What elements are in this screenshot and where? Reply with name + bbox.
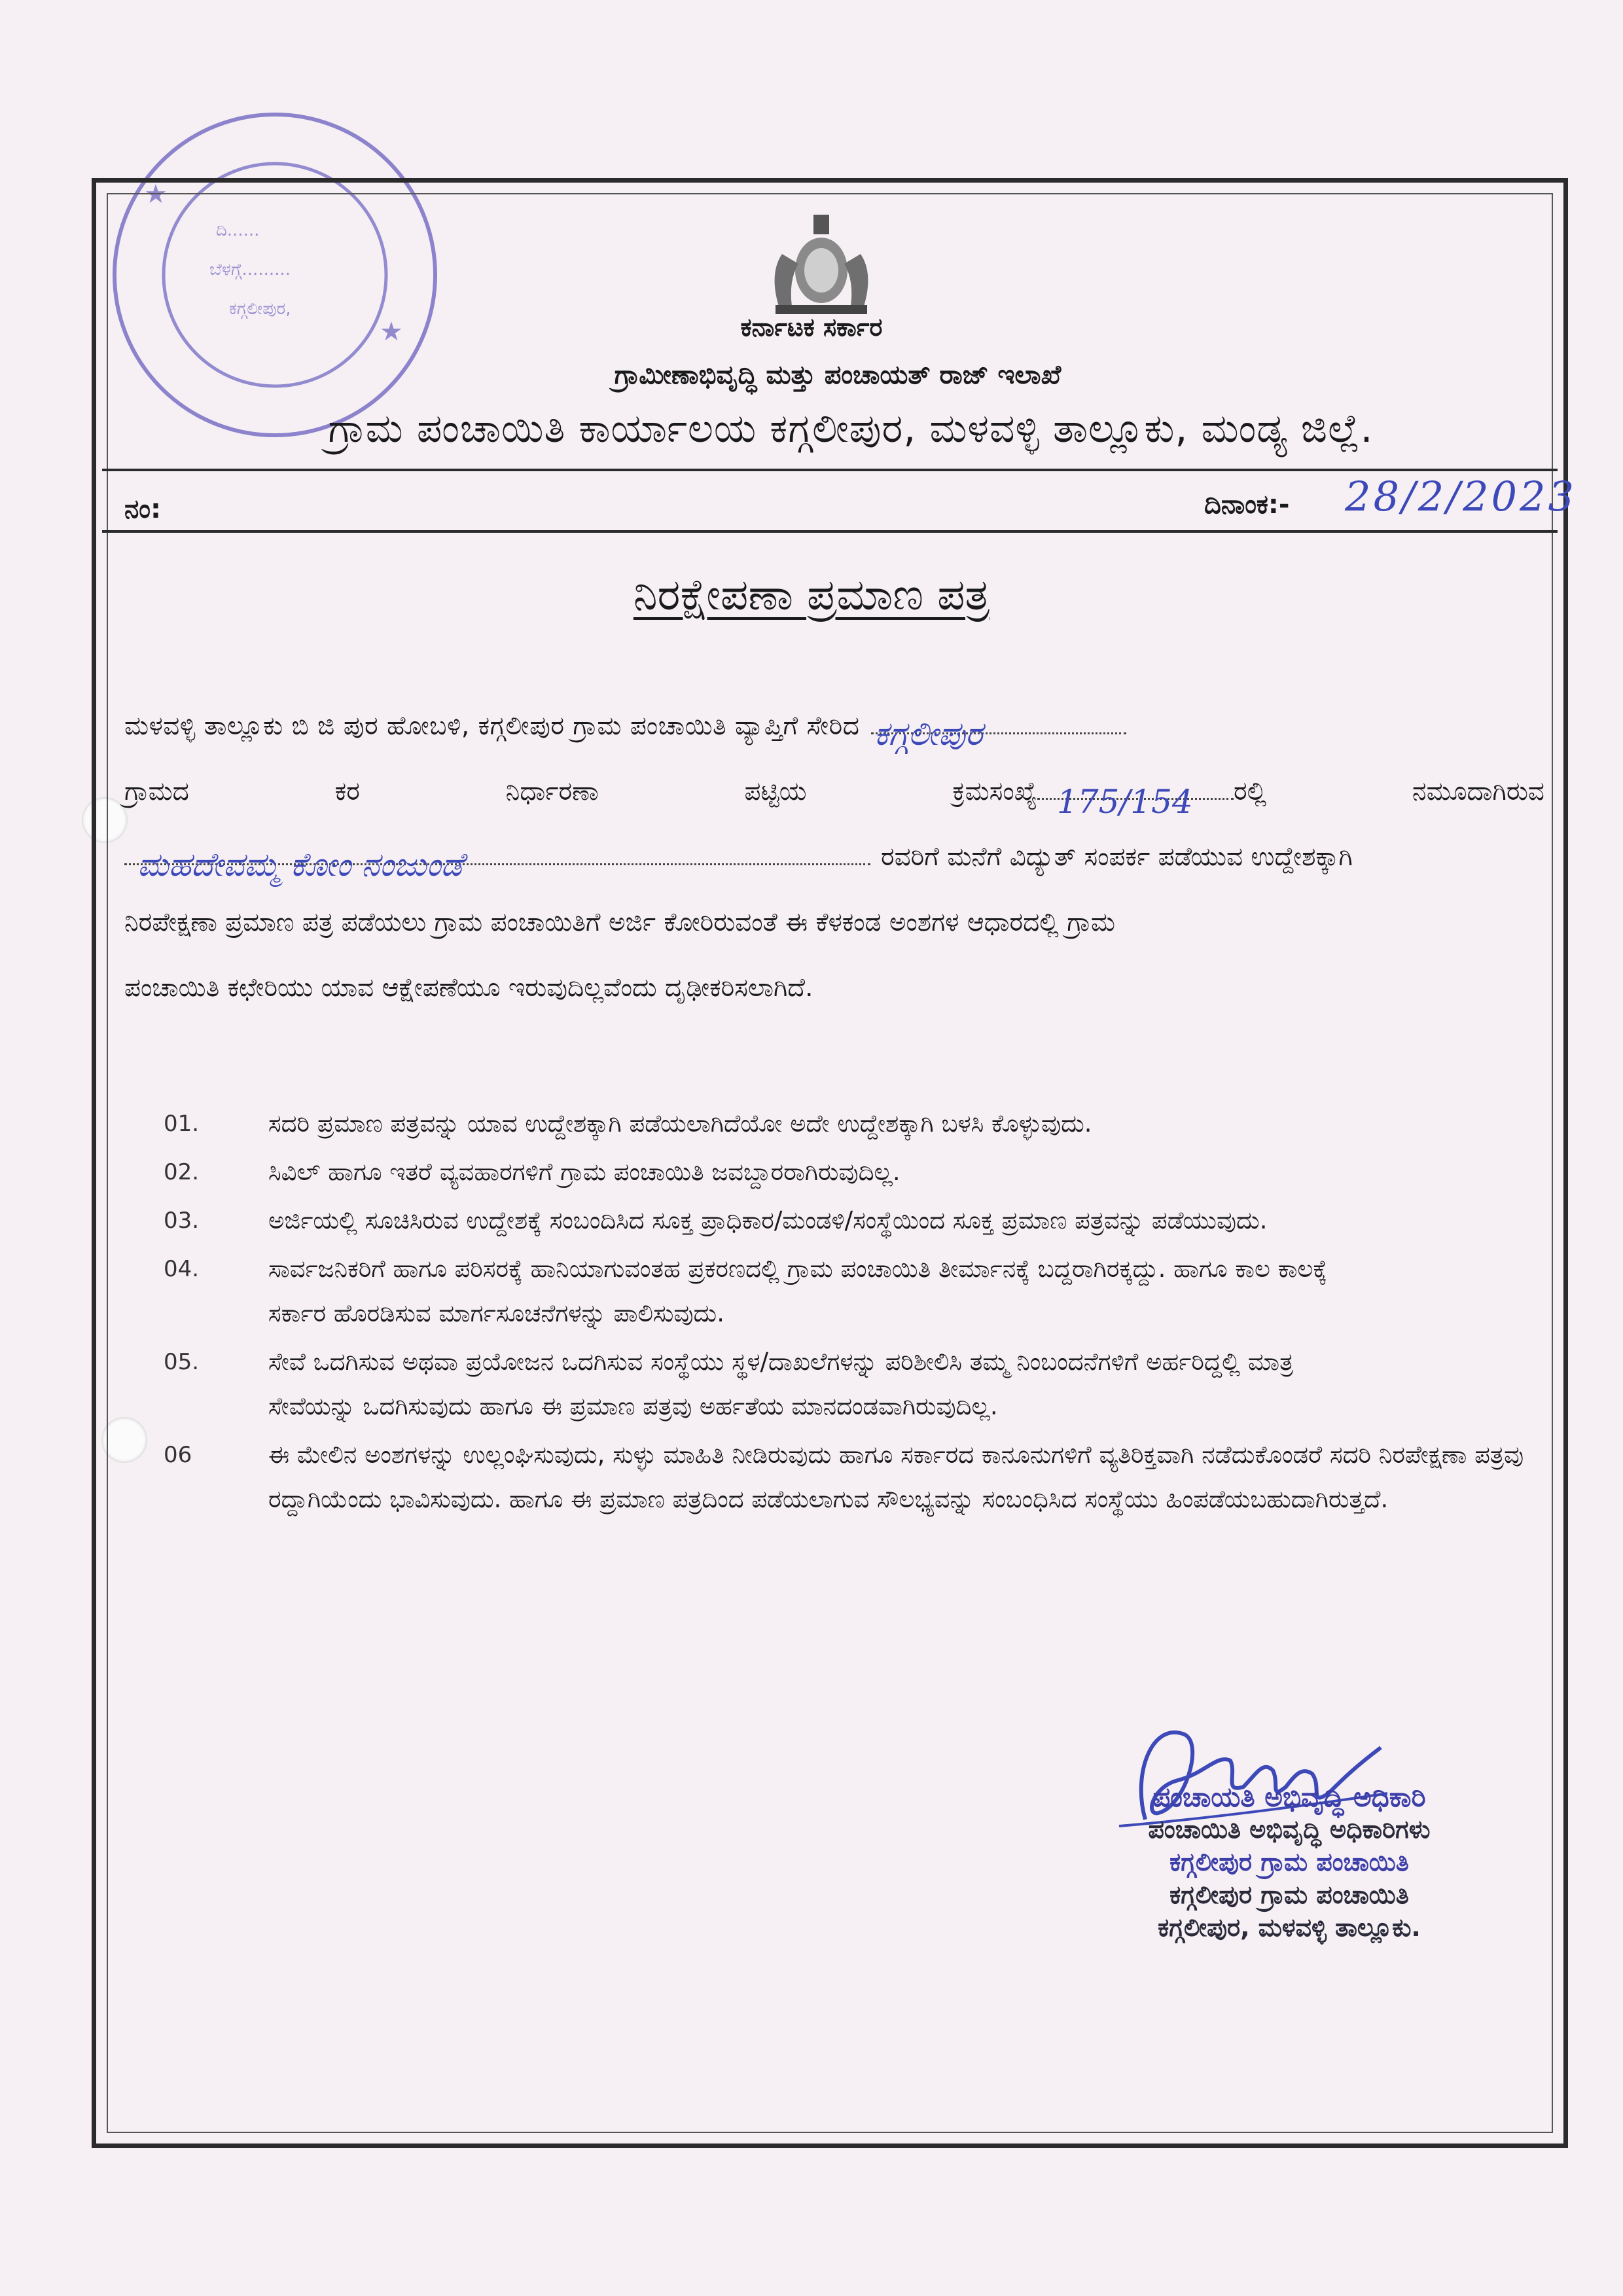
condition-text: ಸಿವಿಲ್ ಹಾಗೂ ಇತರೆ ವ್ಯವಹಾರಗಳಿಗೆ ಗ್ರಾಮ ಪಂಚಾಯಿತಿ ಜವಬ್ದಾರರಾಗಿರುವುದಿಲ್ಲ.: [268, 1158, 901, 1186]
condition-text: ಸಾರ್ವಜನಿಕರಿಗೆ ಹಾಗೂ ಪರಿಸರಕ್ಕೆ ಹಾನಿಯಾಗುವಂತಹ ಪ್ರಕರಣದಲ್ಲಿ ಗ್ರಾಮ ಪಂಚಾಯಿತಿ ತೀರ್ಮಾನಕ್ಕೆ ಬದ್ದರಾಗಿರಕ್ಕದ್ದು. ಹಾಗೂ ಕಾಲ ಕಾಲಕ್ಕೆ ಸರ್ಕಾರ ಹೊರಡಿಸುವ ಮಾರ್ಗಸೂಚನೆಗಳನ್ನು ಪಾಲಿಸುವುದು.: [268, 1255, 1328, 1327]
body-line-5-text: ಪಂಚಾಯಿತಿ ಕಛೇರಿಯು ಯಾವ ಆಕ್ಷೇಪಣೆಯೂ ಇರುವುದಿಲ್ಲವೆಂದು ದೃಢೀಕರಿಸಲಾಗಿದೆ.: [124, 973, 813, 1003]
body-word-pattiya: ಪಟ್ಟಿಯ: [744, 777, 807, 806]
serial-number-field: [1037, 783, 1234, 821]
svg-text:★: ★: [144, 179, 168, 209]
condition-number: 01.: [164, 1111, 200, 1137]
svg-text:ದಿ......: ದಿ......: [216, 221, 260, 240]
conditions-list: [164, 1102, 1551, 1526]
village-name-field: [871, 715, 1126, 753]
body-line-1: [124, 694, 1544, 759]
officer-seal-stamp: [1060, 1780, 1518, 1814]
body-line-5: [124, 956, 1544, 1021]
seal-line-2: ಕಗ್ಗಲೀಪುರ ಗ್ರಾಮ ಪಂಚಾಯಿತಿ: [1169, 1848, 1409, 1876]
body-line-1-text: ಮಳವಳ್ಳಿ ತಾಲ್ಲೂಕು ಬಿ ಜಿ ಪುರ ಹೋಬಳಿ, ಕಗ್ಗಲೀಪುರ ಗ್ರಾಮ ಪಂಚಾಯಿತಿ ವ್ಯಾಪ್ತಿಗೆ ಸೇರಿದ: [124, 711, 860, 741]
serial-number-handwritten: 175/154: [1056, 783, 1193, 821]
condition-item: [164, 1198, 1551, 1243]
condition-text: ಸದರಿ ಪ್ರಮಾಣ ಪತ್ರವನ್ನು ಯಾವ ಉದ್ದೇಶಕ್ಕಾಗಿ ಪಡೆಯಲಾಗಿದೆಯೋ ಅದೇ ಉದ್ದೇಶಕ್ಕಾಗಿ ಬಳಸಿ ಕೊಳ್ಳುವುದು.: [268, 1109, 1092, 1138]
body-line-2: [124, 759, 1544, 825]
village-name-handwritten: ಕಗ್ಗಲೀಪುರ: [874, 715, 983, 753]
body-line-4-text: ನಿರಪೇಕ್ಷಣಾ ಪ್ರಮಾಣ ಪತ್ರ ಪಡೆಯಲು ಗ್ರಾಮ ಪಂಚಾಯಿತಿಗೆ ಅರ್ಜಿ ಕೋರಿರುವಂತೆ ಈ ಕೆಳಕಂಡ ಅಂಶಗಳ ಆಧಾರದಲ್ಲಿ ಗ್ರಾಮ: [124, 908, 1115, 937]
body-word-kramasankhye: ಕ್ರಮಸಂಖ್ಯೆ: [952, 777, 1037, 806]
condition-text: ಅರ್ಜಿಯಲ್ಲಿ ಸೂಚಿಸಿರುವ ಉದ್ದೇಶಕ್ಕೆ ಸಂಬಂದಿಸಿದ ಸೂಕ್ತ ಪ್ರಾಧಿಕಾರ/ಮಂಡಳಿ/ಸಂಸ್ಥೆಯಿಂದ ಸೂಕ್ತ ಪ್ರಮಾಣ ಪತ್ರವನ್ನು ಪಡೆಯುವುದು.: [268, 1206, 1268, 1234]
svg-text:ಬೆಳಗ್ಗೆ.........: ಬೆಳಗ್ಗೆ.........: [209, 260, 291, 279]
body-line-4: [124, 890, 1544, 956]
meta-divider: [102, 530, 1558, 533]
condition-number: 05.: [164, 1349, 200, 1375]
reference-number-label: ನಂ:: [124, 494, 161, 524]
condition-item: [164, 1340, 1551, 1429]
header-divider: [102, 469, 1558, 471]
designation-line-1: ಪಂಚಾಯಿತಿ ಅಭಿವೃದ್ಧಿ ಅಧಿಕಾರಿಗಳು: [1148, 1815, 1431, 1844]
condition-item: [164, 1433, 1551, 1522]
body-word-kara: ಕರ: [334, 777, 360, 806]
government-name: ಕರ್ನಾಟಕ ಸರ್ಕಾರ: [740, 313, 883, 342]
designation-line-2: ಕಗ್ಗಲೀಪುರ ಗ್ರಾಮ ಪಂಚಾಯಿತಿ: [1169, 1880, 1409, 1909]
designation-line-3: ಕಗ್ಗಲೀಪುರ, ಮಳವಳ್ಳಿ ತಾಲ್ಲೂಕು.: [1158, 1913, 1421, 1942]
condition-text: ಈ ಮೇಲಿನ ಅಂಶಗಳನ್ನು ಉಲ್ಲಂಘಿಸುವುದು, ಸುಳ್ಳು ಮಾಹಿತಿ ನೀಡಿರುವುದು ಹಾಗೂ ಸರ್ಕಾರದ ಕಾನೂನುಗಳಿಗೆ ವ್ಯತಿರಿಕ್ತವಾಗಿ ನಡೆದುಕೊಂಡರೆ ಸದರಿ ನಿರಪೇಕ್ಷಣಾ ಪತ್ರವು ರದ್ದಾಗಿಯೆಂದು ಭಾವಿಸುವುದು. ಹಾಗೂ ಈ ಪ್ರಮಾಣ ಪತ್ರದಿಂದ ಪಡೆಯಲಾಗುವ ಸೌಲಭ್ಯವನ್ನು ಸಂಬಂಧಿಸಿದ ಸಂಸ್ಥೆಯು ಹಿಂಪಡೆಯಬಹುದಾಗಿರುತ್ತದೆ.: [268, 1441, 1524, 1513]
state-emblem-icon: [762, 208, 880, 319]
condition-item: [164, 1247, 1551, 1336]
officer-designation: [1060, 1813, 1518, 1944]
condition-item: [164, 1150, 1551, 1194]
body-word-nirdharana: ನಿರ್ಧಾರಣಾ: [505, 777, 599, 806]
body-word-grama: ಗ್ರಾಮದ: [124, 777, 189, 806]
applicant-name-field: [124, 846, 870, 884]
document-title: ನಿರಕ್ಷೇಪಣಾ ಪ್ರಮಾಣ ಪತ್ರ: [633, 569, 990, 620]
body-word-ralli: ರಲ್ಲಿ: [1233, 777, 1267, 806]
condition-number: 02.: [164, 1159, 200, 1185]
office-name: ಗ್ರಾಮ ಪಂಚಾಯಿತಿ ಕಾರ್ಯಾಲಯ ಕಗ್ಗಲೀಪುರ, ಮಳವಳ್ಳಿ ತಾಲ್ಲೂಕು, ಮಂಡ್ಯ ಜಿಲ್ಲೆ.: [328, 406, 1374, 452]
condition-number: 04.: [164, 1256, 200, 1282]
svg-text:ಕಗ್ಗಲೀಪುರ,: ಕಗ್ಗಲೀಪುರ,: [229, 299, 291, 319]
applicant-name-handwritten: ಮಹದೇವಮ್ಮ ಕೋಂ ನಂಜುಂಡೆ: [137, 846, 463, 884]
svg-text:★: ★: [380, 317, 403, 347]
serial-number-group: [952, 759, 1266, 825]
body-line-3: [124, 825, 1544, 890]
body-line-3-text: ರವರಿಗೆ ಮನೆಗೆ ವಿದ್ಯುತ್ ಸಂಪರ್ಕ ಪಡೆಯುವ ಉದ್ದೇಶಕ್ಕಾಗಿ: [881, 842, 1353, 872]
seal-line-1: ಪಂಚಾಯತಿ ಅಭಿವೃದ್ಧಿ ಅಧಿಕಾರಿ: [1152, 1781, 1426, 1813]
condition-item: [164, 1102, 1551, 1146]
body-word-namudagiruva: ನಮೂದಾಗಿರುವ: [1412, 777, 1544, 806]
date-label: ದಿನಾಂಕ:-: [1204, 490, 1290, 520]
department-name: ಗ್ರಾಮೀಣಾಭಿವೃದ್ಧಿ ಮತ್ತು ಪಂಚಾಯತ್ ರಾಜ್ ಇಲಾಖೆ: [614, 360, 1061, 390]
condition-text: ಸೇವೆ ಒದಗಿಸುವ ಅಥವಾ ಪ್ರಯೋಜನ ಒದಗಿಸುವ ಸಂಸ್ಥೆಯು ಸ್ಥಳ/ದಾಖಲೆಗಳನ್ನು ಪರಿಶೀಲಿಸಿ ತಮ್ಮ ನಿಂಬಂದನೆಗಳಿಗೆ ಅರ್ಹರಿದ್ದಲ್ಲಿ ಮಾತ್ರ ಸೇವೆಯನ್ನು ಒದಗಿಸುವುದು ಹಾಗೂ ಈ ಪ್ರಮಾಣ ಪತ್ರವು ಅರ್ಹತೆಯ ಮಾನದಂಡವಾಗಿರುವುದಿಲ್ಲ.: [268, 1348, 1294, 1420]
certificate-body: [124, 694, 1544, 1021]
date-value-handwritten: 28/2/2023: [1345, 473, 1577, 520]
condition-number: 03.: [164, 1208, 200, 1234]
condition-number: 06: [164, 1442, 192, 1468]
